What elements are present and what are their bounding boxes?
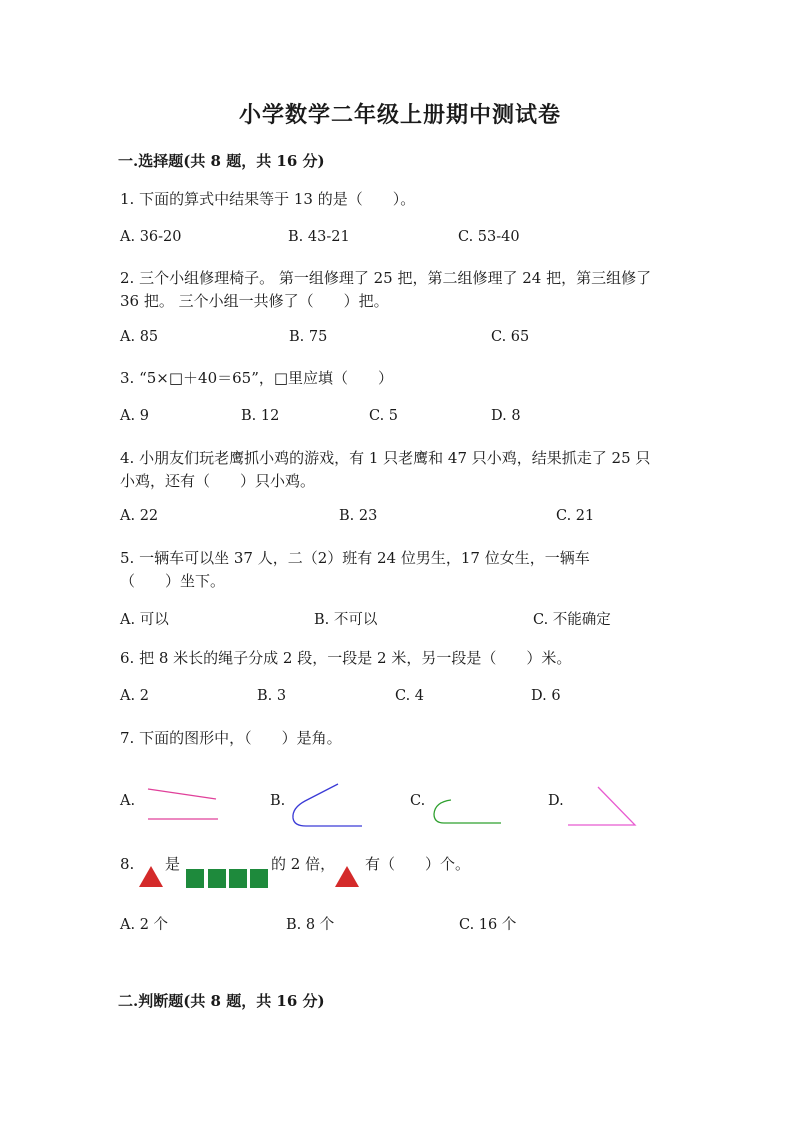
question-3: 3. “5×□＋40＝65”，□里应填（ ） [120, 369, 394, 387]
q2-option-b: B. 75 [289, 329, 328, 345]
q6-option-b: B. 3 [257, 688, 287, 704]
question-8-times: 的 2 倍， [271, 855, 336, 873]
q5-option-c: C. 不能确定 [533, 612, 611, 628]
q7-option-d-label: D. [548, 793, 564, 809]
q3-option-d: D. 8 [491, 408, 521, 424]
page-title: 小学数学二年级上册期中测试卷 [238, 102, 561, 128]
q7-option-c-label: C. [410, 793, 426, 809]
q3-option-b: B. 12 [241, 408, 280, 424]
q5-option-b: B. 不可以 [314, 612, 378, 628]
question-2-line-2: 36 把。 三个小组一共修了（ ）把。 [120, 292, 389, 310]
q2-option-c: C. 65 [491, 329, 530, 345]
q3-option-a: A. 9 [120, 408, 149, 424]
green-square-icon [229, 869, 247, 888]
q1-option-c: C. 53-40 [458, 229, 520, 245]
green-square-icon [250, 869, 268, 888]
q4-option-c: C. 21 [556, 508, 595, 524]
question-7: 7. 下面的图形中，（ ）是角。 [120, 729, 342, 747]
q1-option-b: B. 43-21 [288, 229, 350, 245]
question-6: 6. 把 8 米长的绳子分成 2 段，一段是 2 米，另一段是（ ）米。 [120, 649, 572, 667]
section-choice-heading: 一.选择题(共 8 题，共 16 分) [118, 152, 325, 170]
q4-option-a: A. 22 [120, 508, 159, 524]
red-triangle-icon [139, 866, 163, 887]
q8-option-c: C. 16 个 [459, 917, 517, 933]
q6-option-d: D. 6 [531, 688, 561, 704]
question-8-have: 有（ ）个。 [365, 855, 471, 873]
question-4-line-1: 4. 小朋友们玩老鹰抓小鸡的游戏，有 1 只老鹰和 47 只小鸡，结果抓走了 25 只 [120, 449, 651, 467]
question-8-is: 是 [165, 855, 181, 873]
section-judge-heading: 二.判断题(共 8 题，共 16 分) [118, 992, 325, 1010]
question-5-line-1: 5. 一辆车可以坐 37 人，二（2）班有 24 位男生，17 位女生，一辆车 [120, 549, 590, 567]
question-1: 1. 下面的算式中结果等于 13 的是（ ）。 [120, 190, 416, 208]
q7-option-a-label: A. [120, 793, 136, 809]
green-square-icon [208, 869, 226, 888]
q8-option-b: B. 8 个 [286, 917, 335, 933]
green-square-icon [186, 869, 204, 888]
q6-option-c: C. 4 [395, 688, 425, 704]
question-8-number: 8. [120, 855, 135, 873]
red-triangle-icon [335, 866, 359, 887]
q1-option-a: A. 36-20 [120, 229, 182, 245]
q3-option-c: C. 5 [369, 408, 399, 424]
question-4-line-2: 小鸡，还有（ ）只小鸡。 [120, 472, 316, 490]
q2-option-a: A. 85 [120, 329, 159, 345]
q4-option-b: B. 23 [339, 508, 378, 524]
q6-option-a: A. 2 [120, 688, 149, 704]
q5-option-a: A. 可以 [120, 612, 169, 628]
q8-option-a: A. 2 个 [120, 917, 169, 933]
question-5-line-2: （ ）坐下。 [120, 572, 226, 590]
question-2-line-1: 2. 三个小组修理椅子。 第一组修理了 25 把，第二组修理了 24 把，第三组修了 [120, 269, 652, 287]
q7-option-b-label: B. [270, 793, 286, 809]
